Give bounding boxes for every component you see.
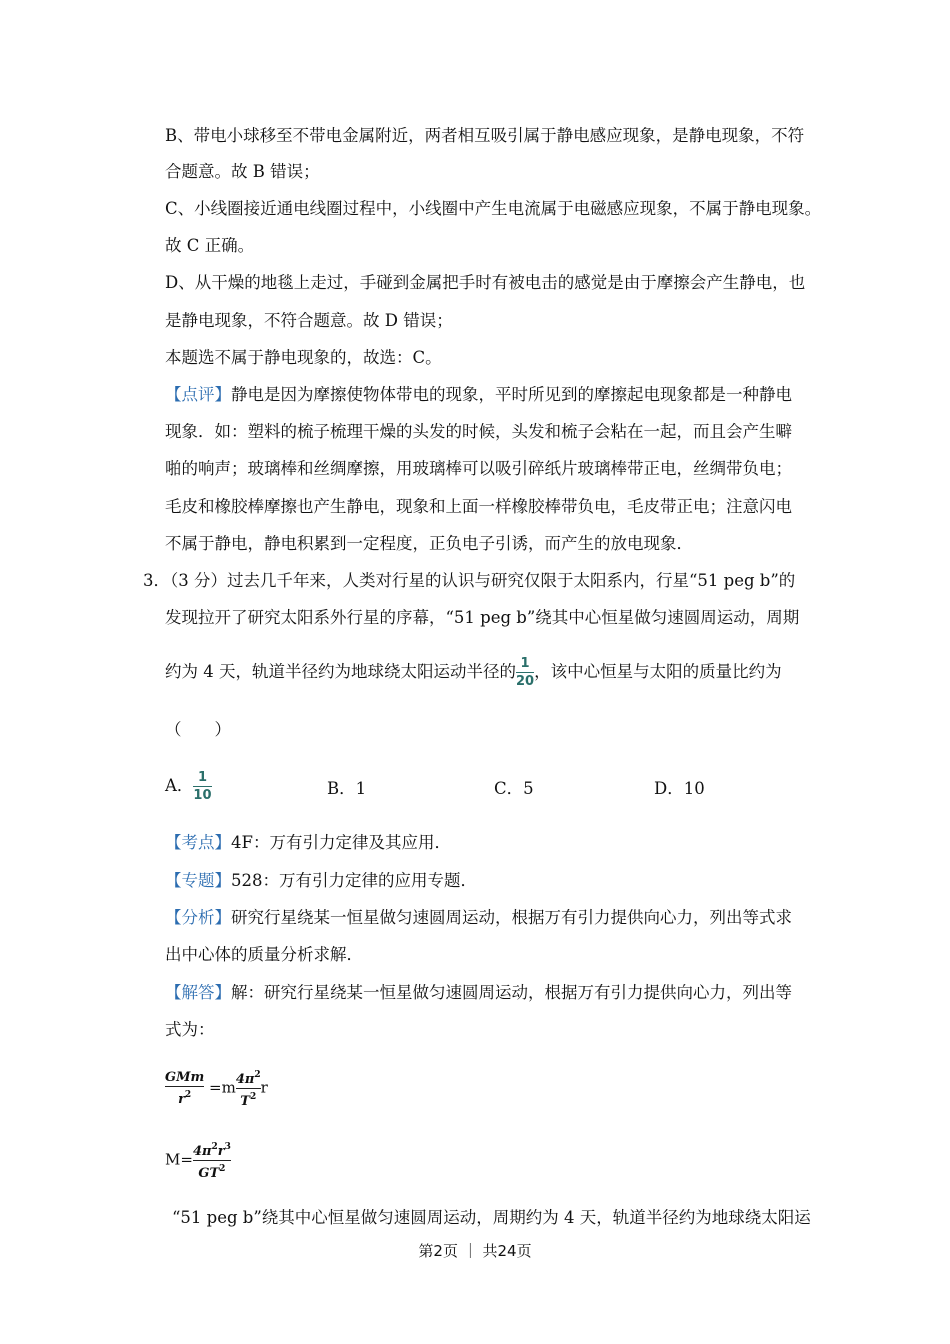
- jieda-line2: 式为：: [165, 1020, 215, 1039]
- comment-line2: 现象．如：塑料的梳子梳理干燥的头发的时候，头发和梳子会粘在一起，而且会产生噼: [165, 422, 792, 441]
- fraction-one-twentieth: $\frac{1}{20}$: [516, 656, 535, 689]
- answer-blank: （ ）: [165, 720, 231, 739]
- zhuanti-line: 【专题】528：万有引力定律的应用专题．: [165, 871, 477, 890]
- comment-line3: 啪的响声；玻璃棒和丝绸摩擦，用玻璃棒可以吸引碎纸片玻璃棒带正电，丝绸带负电；: [165, 459, 792, 478]
- equation-mass: M= $\frac{4\pi^2r^3}{GT^2}$: [165, 1142, 231, 1181]
- equation-gravity: $\frac{\text{GMm}}{r^2}$ =m $\frac{4\pi^2}{T^2}$ r: [165, 1070, 268, 1109]
- jieda-line1: 【解答】解：研究行星绕某一恒星做匀速圆周运动，根据万有引力提供向心力，列出等: [165, 983, 792, 1002]
- zhuanti-tag: 【专题】: [165, 871, 231, 890]
- question3-line1: 3．（3 分）过去几千年来，人类对行星的认识与研究仅限于太阳系内，行星“51 peg b”的: [143, 571, 796, 590]
- solution-option-c-line2: 故 C 正确。: [165, 236, 255, 255]
- equation1-left-fraction: $\frac{\text{GMm}}{r^2}$: [165, 1070, 205, 1107]
- option-b: B．1: [327, 779, 367, 798]
- solution-option-d-line2: 是静电现象，不符合题意。故 D 错误；: [165, 311, 453, 330]
- kaodian-line: 【考点】4F：万有引力定律及其应用．: [165, 833, 451, 852]
- equation2-fraction: $\frac{4\pi^2r^3}{GT^2}$: [192, 1142, 231, 1181]
- solution-option-b-line1: B、带电小球移至不带电金属附近，两者相互吸引属于静电感应现象，是静电现象，不符: [165, 126, 805, 145]
- fraction-one-tenth: $\frac{1}{10}$: [193, 770, 212, 803]
- fenxi-tag: 【分析】: [165, 908, 231, 927]
- fenxi-line2: 出中心体的质量分析求解．: [165, 945, 363, 964]
- option-c: C．5: [494, 779, 534, 798]
- solution-option-c-line1: C、小线圈接近通电线圈过程中，小线圈中产生电流属于电磁感应现象，不属于静电现象。: [165, 199, 822, 218]
- jieda-tag: 【解答】: [165, 983, 231, 1002]
- option-a: A． $\frac{1}{10}$: [165, 770, 212, 803]
- question-number: 3．: [143, 571, 170, 590]
- comment-tag: 【点评】: [165, 385, 231, 404]
- page-footer: 第2页 ｜ 共24页: [418, 1242, 532, 1260]
- fenxi-line1: 【分析】研究行星绕某一恒星做匀速圆周运动，根据万有引力提供向心力，列出等式求: [165, 908, 792, 927]
- question3-line3: 约为 4 天，轨道半径约为地球绕太阳运动半径的 $\frac{1}{20}$ ，该中心恒星与太阳的质量比约为: [165, 656, 782, 689]
- question3-line2: 发现拉开了研究太阳系外行星的序幕，“51 peg b”绕其中心恒星做匀速圆周运动，周期: [165, 608, 800, 627]
- kaodian-tag: 【考点】: [165, 833, 231, 852]
- solution-continuation-line: “51 peg b”绕其中心恒星做匀速圆周运动，周期约为 4 天，轨道半径约为地球绕太阳运: [172, 1208, 811, 1227]
- comment-line1: 【点评】静电是因为摩擦使物体带电的现象，平时所见到的摩擦起电现象都是一种静电: [165, 385, 792, 404]
- solution-option-b-line2: 合题意。故 B 错误；: [165, 162, 320, 181]
- equation1-right-fraction: $\frac{4\pi^2}{T^2}$: [235, 1070, 261, 1109]
- comment-line4: 毛皮和橡胶棒摩擦也产生静电，现象和上面一样橡胶棒带负电，毛皮带正电；注意闪电: [165, 497, 792, 516]
- solution-option-d-line1: D、从干燥的地毯上走过，手碰到金属把手时有被电击的感觉是由于摩擦会产生静电，也: [165, 273, 806, 292]
- comment-line5: 不属于静电，静电积累到一定程度，正负电子引诱，而产生的放电现象．: [165, 534, 693, 553]
- option-d: D．10: [654, 779, 705, 798]
- solution-conclusion: 本题选不属于静电现象的，故选：C。: [165, 348, 442, 367]
